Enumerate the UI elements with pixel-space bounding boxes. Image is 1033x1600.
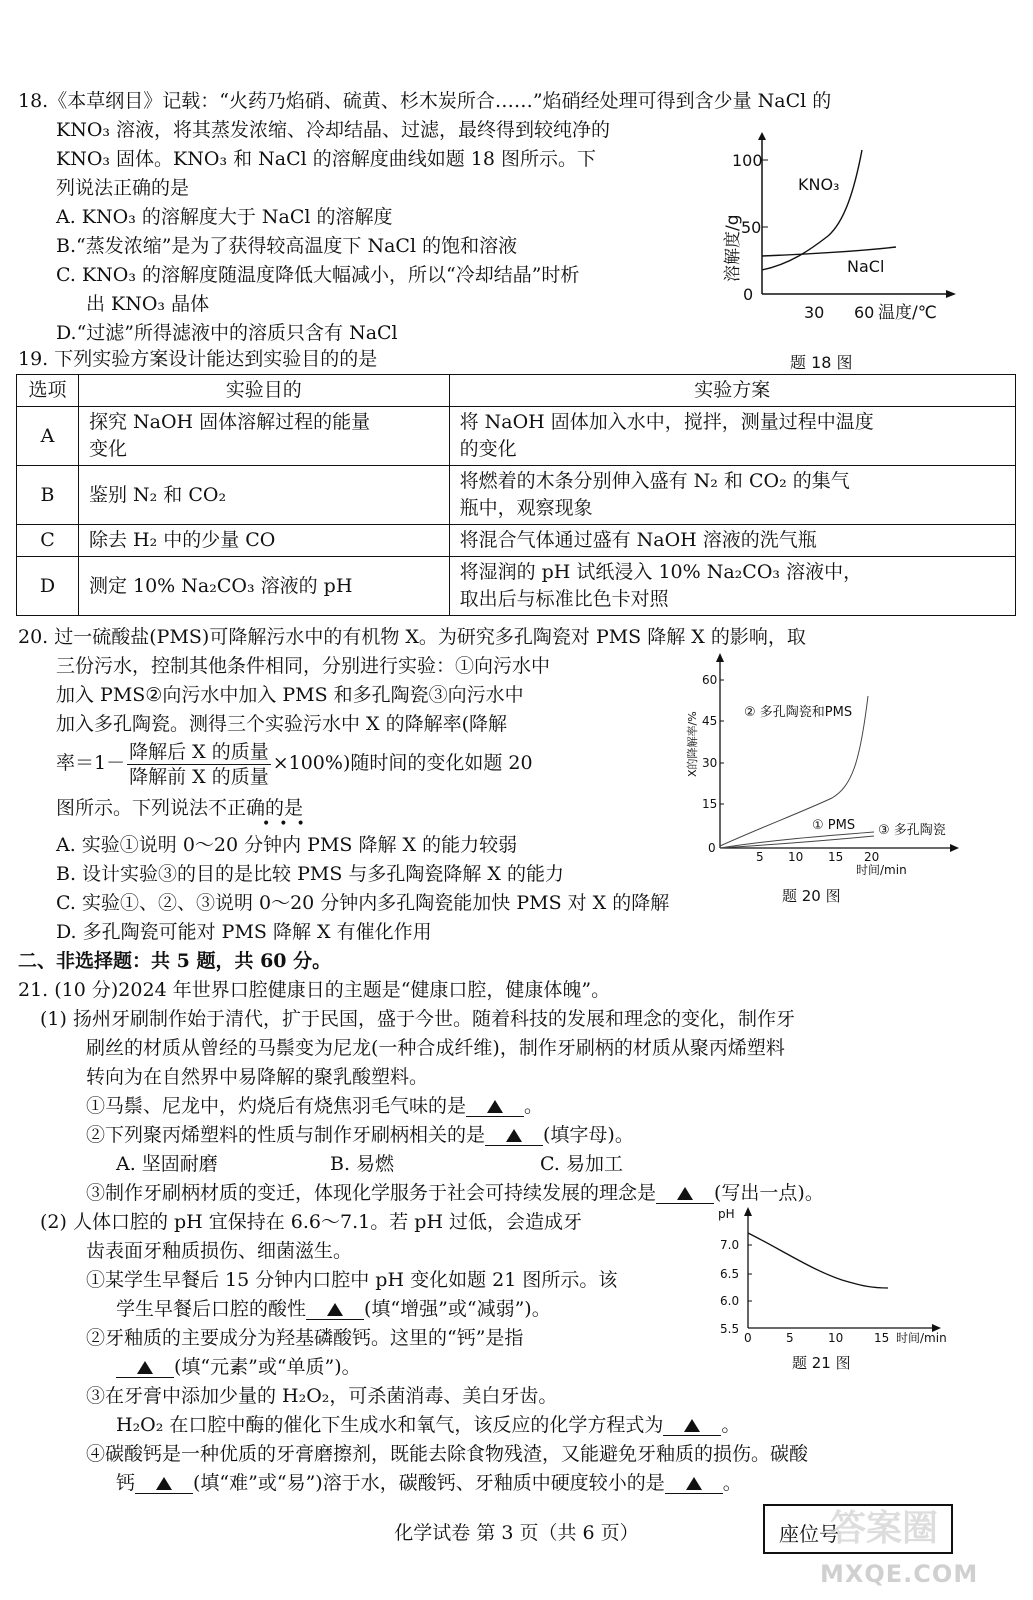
fig21-xtick-5: 5: [786, 1331, 794, 1345]
q19-row-c-option: C: [17, 525, 79, 557]
fig18-y-arrow: [758, 132, 766, 140]
q21-p2-line2: 齿表面牙釉质损伤、细菌滋生。: [86, 1240, 353, 1262]
q21-p2-q1-text: 学生早餐后口腔的酸性: [116, 1298, 307, 1320]
q19-table-header: [17, 375, 1016, 407]
fig20-label-series-3: ③ 多孔陶瓷: [878, 823, 946, 838]
q19-row-b-plan-line1: 将燃着的木条分别伸入盛有 N₂ 和 CO₂ 的集气: [459, 470, 850, 492]
watermark-url: MXQE.COM: [820, 1560, 979, 1588]
fig18-caption: 题 18 图: [790, 353, 853, 372]
fig21-xtick-0: 0: [744, 1331, 752, 1345]
q21-p1-q1: [86, 1093, 543, 1119]
fig20-y-arrow: [716, 653, 724, 662]
table-row: [17, 557, 1016, 616]
q21-p1-option-a: A. 坚固耐磨: [116, 1153, 218, 1175]
triangle-icon: [506, 1129, 522, 1142]
table-row: [17, 407, 1016, 466]
q19-row-a-goal: [78, 407, 449, 466]
fig18-label-kno3: KNO₃: [798, 175, 840, 194]
q21-p2-q4-text: 钙: [116, 1472, 136, 1494]
fig21-ylabel: pH: [718, 1207, 735, 1221]
fig21-caption: 题 21 图: [792, 1354, 851, 1372]
q21-p2-line1: (2) 人体口腔的 pH 宜保持在 6.6～7.1。若 pH 过低，会造成牙: [40, 1211, 583, 1233]
q19-row-c-plan: 将混合气体通过盛有 NaOH 溶液的洗气瓶: [449, 525, 1015, 557]
fig20-caption: 题 20 图: [782, 887, 841, 905]
q21-p2-q2-hint: (填“元素”或“单质”)。: [174, 1356, 361, 1378]
fig21-y-arrow: [744, 1207, 752, 1216]
q21-p2-q4-hint: (填“难”或“易”)溶于水，碳酸钙、牙釉质中硬度较小的是: [193, 1472, 665, 1494]
q20-emphasis-not-correct: 不正确: [208, 797, 266, 819]
fig21-ytick-55: 5.5: [720, 1322, 740, 1336]
answer-blank[interactable]: [466, 1096, 524, 1117]
q19-header-goal: 实验目的: [78, 375, 449, 407]
q20-option-c: C. 实验①、②、③说明 0～20 分钟内多孔陶瓷能加快 PMS 对 X 的降解: [56, 892, 670, 914]
q21-p1-q3-hint: (写出一点)。: [714, 1182, 824, 1204]
q21-p1-q1-text: ①马鬃、尼龙中，灼烧后有烧焦羽毛气味的是: [86, 1095, 467, 1117]
q18-option-d: D.“过滤”所得滤液中的溶质只含有 NaCl: [56, 322, 398, 344]
q19-row-d-goal: 测定 10% Na₂CO₃ 溶液的 pH: [78, 557, 449, 616]
q19-row-b-plan-line2: 瓶中，观察现象: [459, 497, 593, 519]
q20-stem-line4: 加入多孔陶瓷。测得三个实验污水中 X 的降解率(降解: [56, 713, 508, 735]
q20-stem-line2: 三份污水，控制其他条件相同，分别进行实验：①向污水中: [56, 655, 551, 677]
q19-row-d-plan-line2: 取出后与标准比色卡对照: [459, 588, 669, 610]
seat-number-label: 座位号: [779, 1522, 839, 1546]
q19-row-d-plan-line1: 将湿润的 pH 试纸浸入 10% Na₂CO₃ 溶液中，: [459, 561, 863, 583]
q19-row-b-option: B: [17, 466, 79, 525]
q19-row-a-plan-line2: 的变化: [459, 438, 517, 460]
q21-p2-q2-line2: [116, 1354, 361, 1380]
section2-title: 二、非选择题：共 5 题，共 60 分。: [18, 950, 332, 972]
q19-row-a-plan: [449, 407, 1015, 466]
fig18-xtick-30: 30: [804, 303, 825, 322]
q18-option-b: B.“蒸发浓缩”是为了获得较高温度下 NaCl 的饱和溶液: [56, 235, 518, 257]
q20-rate-suffix: ×100%)随时间的变化如题 20: [272, 752, 533, 774]
fig20-ytick-30: 30: [702, 756, 718, 770]
fig21-ph-curve: [748, 1233, 888, 1288]
q21-p1-line2: 刷丝的材质从曾经的马鬃变为尼龙(一种合成纤维)，制作牙刷柄的材质从聚丙烯塑料: [86, 1037, 785, 1059]
q20-stem-line6c: 的是: [265, 797, 304, 819]
fig20-ytick-15: 15: [702, 797, 718, 811]
q21-p2-q4-line1: ④碳酸钙是一种优质的牙膏磨擦剂，既能去除食物残渣，又能避免牙釉质的损伤。碳酸: [86, 1443, 809, 1465]
triangle-icon: [156, 1477, 172, 1490]
table-row: [17, 466, 1016, 525]
q18-option-c-line1: C. KNO₃ 的溶解度随温度降低大幅减小，所以“冷却结晶”时析: [56, 264, 580, 286]
q19-stem: 19. 下列实验方案设计能达到实验目的的是: [18, 348, 378, 370]
fig18-nacl-curve: [762, 247, 896, 256]
fig18-ytick-100: 100: [732, 151, 763, 170]
triangle-icon: [327, 1303, 343, 1316]
q20-fraction: [127, 740, 271, 789]
q21-p2-q3-text: H₂O₂ 在口腔中酶的催化下生成水和氧气，该反应的化学方程式为: [116, 1414, 664, 1436]
answer-blank[interactable]: [116, 1357, 174, 1378]
fig21-ytick-60: 6.0: [720, 1294, 740, 1308]
fig18-xlabel: 温度/℃: [878, 303, 937, 323]
answer-blank[interactable]: [306, 1299, 364, 1320]
q21-p1-q2-hint: (填字母)。: [543, 1124, 634, 1146]
q19-row-a-plan-line1: 将 NaOH 固体加入水中，搅拌，测量过程中温度: [459, 411, 874, 433]
q20-frac-denominator: 降解前 X 的质量: [129, 765, 269, 788]
fig20-xtick-5: 5: [756, 850, 764, 864]
fig20-label-series-2: ② 多孔陶瓷和PMS: [744, 705, 853, 720]
fig20-x-arrow: [950, 844, 959, 852]
fig18-solubility-chart: [710, 132, 960, 372]
fig18-ytick-50: 50: [741, 218, 762, 237]
q19-row-a-goal-line1: 探究 NaOH 固体溶解过程的能量: [88, 411, 371, 433]
q21-p1-line1: (1) 扬州牙刷制作始于清代，扩于民国，盛于今世。随着科技的发展和理念的变化，制作牙: [40, 1008, 795, 1030]
triangle-icon: [487, 1100, 503, 1113]
fig18-ylabel: 溶解度/g: [723, 214, 743, 282]
fig20-series-1-curve: [720, 832, 874, 848]
q21-p2-q1-line2: [116, 1296, 551, 1322]
q19-row-a-goal-line2: 变化: [88, 438, 127, 460]
q20-stem-line3: 加入 PMS②向污水中加入 PMS 和多孔陶瓷③向污水中: [56, 684, 524, 706]
q19-row-b-goal: 鉴别 N₂ 和 CO₂: [78, 466, 449, 525]
fig18-ytick-0: 0: [743, 285, 754, 304]
triangle-icon: [677, 1187, 693, 1200]
fig20-ytick-60: 60: [702, 673, 718, 687]
q19-row-b-plan: [449, 466, 1015, 525]
fig20-label-series-1: ① PMS: [812, 818, 856, 833]
fig21-xtick-10: 10: [828, 1331, 844, 1345]
answer-blank[interactable]: [656, 1183, 714, 1204]
fig20-xtick-20: 20: [864, 850, 880, 864]
q19-header-plan: 实验方案: [449, 375, 1015, 407]
q19-row-c-goal: 除去 H₂ 中的少量 CO: [78, 525, 449, 557]
fig21-xlabel: 时间/min: [896, 1331, 947, 1345]
triangle-icon: [137, 1361, 153, 1374]
q18-stem-line2: KNO₃ 溶液，将其蒸发浓缩、冷却结晶、过滤，最终得到较纯净的: [56, 119, 611, 141]
q21-p2-q2-line1: ②牙釉质的主要成分为羟基磷酸钙。这里的“钙”是指: [86, 1327, 524, 1349]
q21-p2-q3-line1: ③在牙膏中添加少量的 H₂O₂，可杀菌消毒、美白牙齿。: [86, 1385, 558, 1407]
fig20-ylabel: X的降解率/%: [686, 711, 699, 777]
q20-stem-line1: 20. 过一硫酸盐(PMS)可降解污水中的有机物 X。为研究多孔陶瓷对 PMS 降解 X 的影响，取: [18, 626, 806, 648]
fig20-ytick-0: 0: [708, 841, 716, 855]
q21-p1-q2: [86, 1122, 634, 1148]
answer-blank[interactable]: [663, 1415, 721, 1436]
q21-p1-q3-text: ③制作牙刷柄材质的变迁，体现化学服务于社会可持续发展的理念是: [86, 1182, 657, 1204]
q21-p1-option-b: B. 易燃: [330, 1153, 395, 1175]
q18-stem-line4: 列说法正确的是: [56, 177, 190, 199]
triangle-icon: [684, 1419, 700, 1432]
q20-rate-formula: [56, 738, 533, 789]
fig20-degradation-chart: [682, 652, 972, 907]
q18-stem-line3: KNO₃ 固体。KNO₃ 和 NaCl 的溶解度曲线如题 18 图所示。下: [56, 148, 597, 170]
fig21-ph-chart: [712, 1200, 962, 1380]
q18-option-c-line2: 出 KNO₃ 晶体: [86, 293, 210, 315]
q21-p2-q1-hint: (填“增强”或“减弱”)。: [364, 1298, 551, 1320]
q20-rate-prefix: 率＝1－: [56, 752, 126, 774]
q19-table: [16, 374, 1016, 616]
q21-p1-q2-text: ②下列聚丙烯塑料的性质与制作牙刷柄相关的是: [86, 1124, 486, 1146]
q21-stem: 21. (10 分)2024 年世界口腔健康日的主题是“健康口腔，健康体魄”。: [18, 979, 611, 1001]
q21-p2-q3-period: 。: [721, 1414, 741, 1436]
answer-blank[interactable]: [135, 1473, 193, 1494]
fig20-xlabel: 时间/min: [856, 863, 907, 877]
fig20-xtick-15: 15: [828, 850, 844, 864]
q19-header-option: 选项: [17, 375, 79, 407]
q18-stem-line1: 18.《本草纲目》记载：“火药乃焰硝、硫黄、杉木炭所合……”焰硝经处理可得到含少量 NaCl 的: [18, 90, 832, 112]
q21-p2-q3-line2: [116, 1412, 740, 1438]
fig20-ytick-45: 45: [702, 714, 718, 728]
q21-p2-q1-line1: ①某学生早餐后 15 分钟内口腔中 pH 变化如题 21 图所示。该: [86, 1269, 618, 1291]
fig18-xtick-60: 60: [854, 303, 875, 322]
q21-p1-option-c: C. 易加工: [540, 1153, 623, 1175]
triangle-icon: [686, 1477, 702, 1490]
q21-p1-q1-period: 。: [524, 1095, 544, 1117]
answer-blank[interactable]: [665, 1473, 723, 1494]
q18-option-a: A. KNO₃ 的溶解度大于 NaCl 的溶解度: [56, 206, 393, 228]
fig18-label-nacl: NaCl: [847, 257, 885, 276]
fig21-ytick-65: 6.5: [720, 1267, 740, 1281]
q21-p1-line3: 转向为在自然界中易降解的聚乳酸塑料。: [86, 1066, 429, 1088]
q20-option-d: D. 多孔陶瓷可能对 PMS 降解 X 有催化作用: [56, 921, 432, 943]
q21-p2-q4-period: 。: [722, 1472, 742, 1494]
q20-emphasis-dots: •••: [262, 816, 314, 832]
fig20-xtick-10: 10: [788, 850, 804, 864]
q20-option-a: A. 实验①说明 0～20 分钟内 PMS 降解 X 的能力较弱: [56, 834, 518, 856]
q19-row-d-option: D: [17, 557, 79, 616]
q20-stem-line6a: 图所示。下列说法: [56, 797, 209, 819]
page-footer: 化学试卷 第 3 页（共 6 页）: [394, 1522, 639, 1544]
fig21-xtick-15: 15: [874, 1331, 890, 1345]
answer-blank[interactable]: [485, 1125, 543, 1146]
q19-row-a-option: A: [17, 407, 79, 466]
fig20-series-3-curve: [720, 836, 874, 848]
fig21-ytick-70: 7.0: [720, 1238, 740, 1252]
q20-frac-numerator: 降解后 X 的质量: [129, 740, 269, 763]
q20-option-b: B. 设计实验③的目的是比较 PMS 与多孔陶瓷降解 X 的能力: [56, 863, 564, 885]
q19-row-d-plan: [449, 557, 1015, 616]
watermark-logo: 答案圈: [830, 1508, 939, 1549]
q21-p2-q4-line2: [116, 1470, 742, 1496]
fig18-x-arrow: [946, 290, 956, 298]
table-row: [17, 525, 1016, 557]
